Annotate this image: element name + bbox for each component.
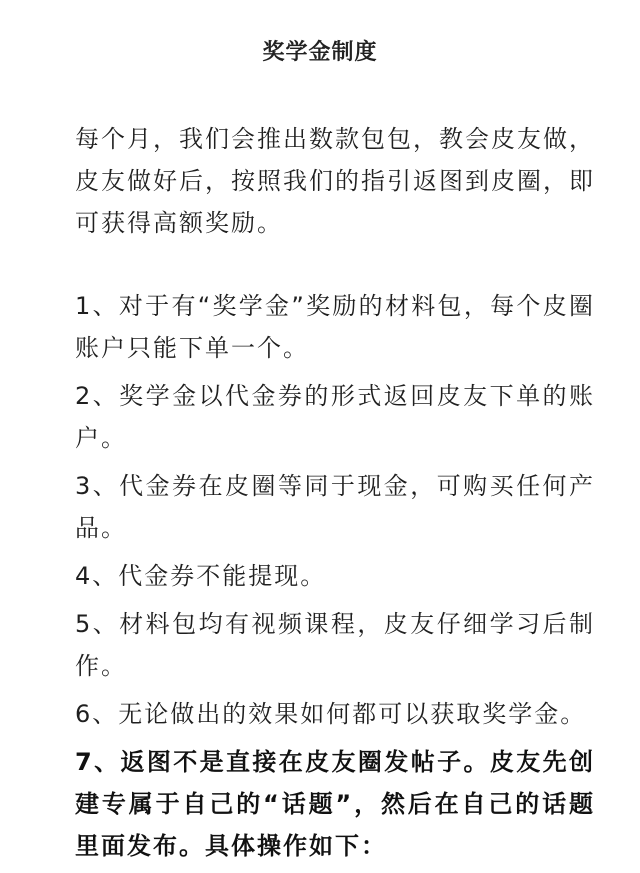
rules-list — [75, 285, 595, 873]
rule-item-2: 2、奖学金以代金券的形式返回皮友下单的账户。 — [75, 382, 595, 452]
intro-paragraph: 每个月，我们会推出数款包包，教会皮友做，皮友做好后，按照我们的指引返图到皮圈，即可获得高额奖励。 — [75, 125, 595, 237]
rule-item-3: 3、代金券在皮圈等同于现金，可购买任何产品。 — [75, 472, 595, 542]
rule-item-4: 4、代金券不能提现。 — [75, 562, 327, 590]
rule-item-7: 7、返图不是直接在皮友圈发帖子。皮友先创建专属于自己的“话题”，然后在自己的话题里面发布。具体操作如下： — [75, 748, 595, 860]
rule-item-5: 5、材料包均有视频课程，皮友仔细学习后制作。 — [75, 610, 595, 680]
rule-item-6: 6、无论做出的效果如何都可以获取奖学金。 — [75, 700, 587, 728]
page-title: 奖学金制度 — [262, 40, 378, 65]
rule-item-1: 1、对于有“奖学金”奖励的材料包，每个皮圈账户只能下单一个。 — [75, 292, 595, 362]
